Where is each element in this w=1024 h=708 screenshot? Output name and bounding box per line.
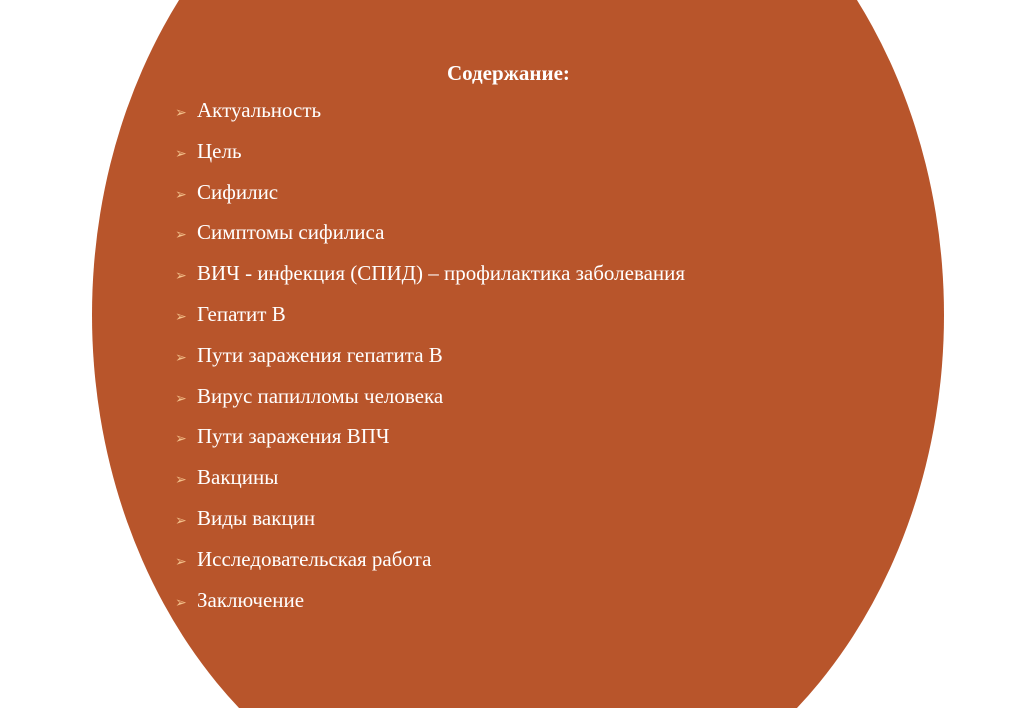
list-item-label: Виды вакцин <box>197 505 316 530</box>
list-item <box>175 212 875 253</box>
list-item <box>175 416 875 457</box>
list-item <box>175 376 875 417</box>
list-item-label: Симптомы сифилиса <box>197 220 385 245</box>
list-item-label: Исследовательская работа <box>197 546 432 571</box>
list-item <box>175 131 875 172</box>
list-item <box>175 498 875 539</box>
list-item-label: Гепатит В <box>197 301 286 326</box>
arrow-bullet-icon: ➢ <box>175 105 187 121</box>
arrow-bullet-icon: ➢ <box>175 308 187 325</box>
arrow-bullet-icon: ➢ <box>175 186 187 203</box>
list-item-label: Заключение <box>197 587 305 612</box>
list-item <box>175 294 875 335</box>
arrow-bullet-icon: ➢ <box>175 472 187 489</box>
contents-heading: Содержание: <box>447 61 570 85</box>
arrow-bullet-icon: ➢ <box>175 349 187 366</box>
arrow-bullet-icon: ➢ <box>175 390 187 407</box>
list-item <box>175 539 875 580</box>
list-item-label: Сифилис <box>197 179 279 204</box>
table-of-contents <box>175 56 875 620</box>
arrow-bullet-icon: ➢ <box>175 594 187 611</box>
arrow-bullet-icon: ➢ <box>175 431 187 448</box>
list-item-label: Пути заражения ВПЧ <box>197 424 390 449</box>
list-item-label: Вакцины <box>197 465 279 490</box>
list-item-label: Актуальность <box>197 98 322 122</box>
list-item <box>175 457 875 498</box>
list-item-label: Пути заражения гепатита В <box>197 342 443 367</box>
list-item <box>175 172 875 213</box>
arrow-bullet-icon: ➢ <box>175 145 187 162</box>
arrow-bullet-icon: ➢ <box>175 268 187 285</box>
arrow-bullet-icon: ➢ <box>175 227 187 244</box>
list-item <box>175 253 875 294</box>
list-item-label: ВИЧ - инфекция (СПИД) – профилактика заболевания <box>197 261 686 286</box>
list-item-label: Вирус папилломы человека <box>197 383 444 408</box>
list-item <box>175 90 875 131</box>
list-item <box>175 580 875 621</box>
contents-list <box>175 90 875 620</box>
list-item <box>175 335 875 376</box>
arrow-bullet-icon: ➢ <box>175 512 187 529</box>
arrow-bullet-icon: ➢ <box>175 553 187 570</box>
list-item-label: Цель <box>197 138 242 163</box>
